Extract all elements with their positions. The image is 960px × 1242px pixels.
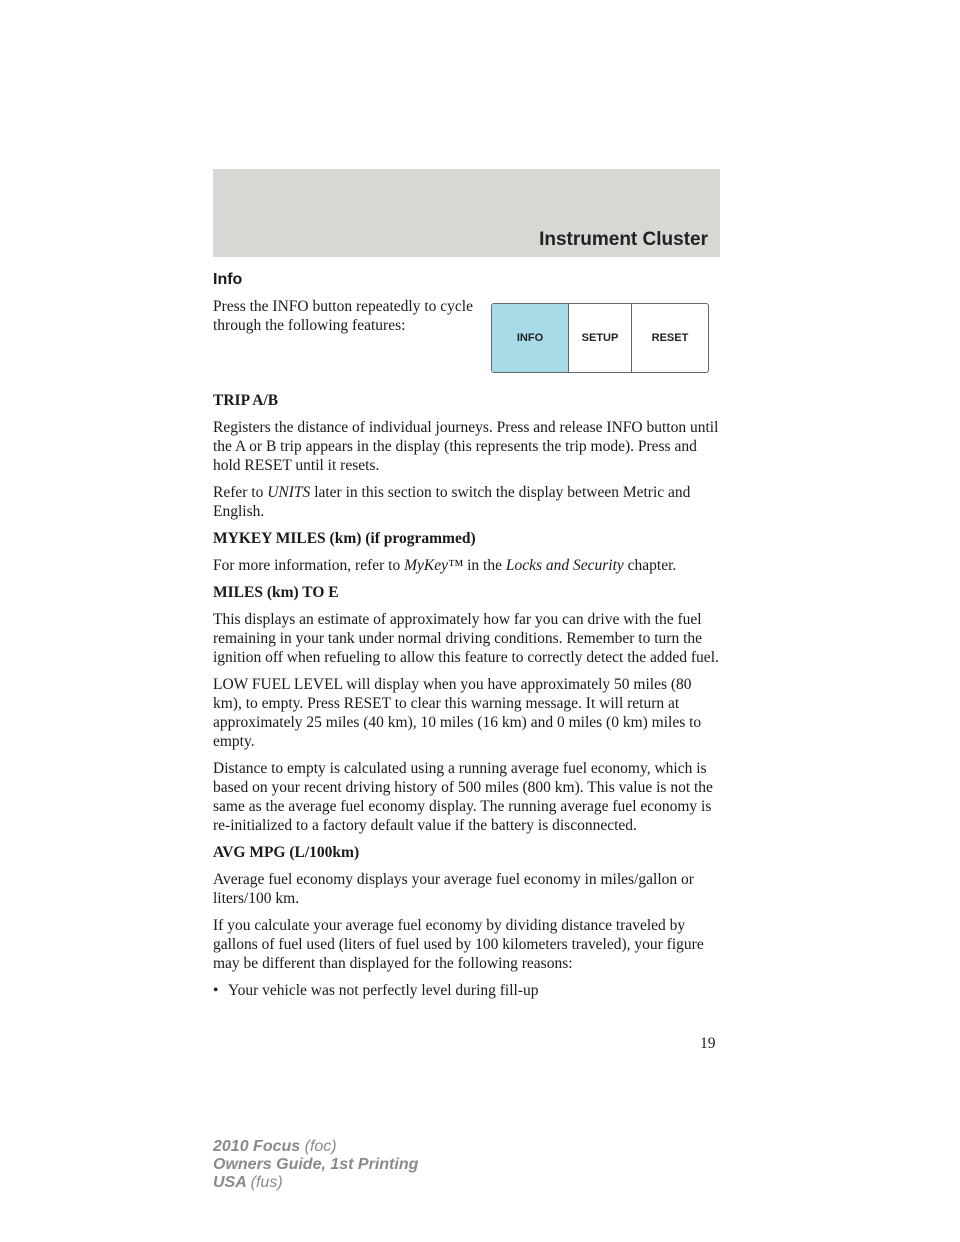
list-item <box>213 981 723 1000</box>
trip-heading: TRIP A/B <box>213 392 279 409</box>
footer-line-2: Owners Guide, 1st Printing <box>213 1156 419 1173</box>
avg-mpg-heading: AVG MPG (L/100km) <box>213 844 360 861</box>
avg-mpg-paragraph-1: Average fuel economy displays your average fuel economy in miles/gallon or liters/100 km. <box>213 871 694 907</box>
reset-button: RESET <box>651 332 689 344</box>
footer-line-3: USA (fus) <box>213 1174 283 1191</box>
trip-paragraph: Registers the distance of individual journeys. Press and release INFO button until the A or B trip appears in the display (this represents the trip mode). Press and hold RESET until it resets. <box>213 419 719 474</box>
miles-to-e-paragraph-1: This displays an estimate of approximately how far you can drive with the fuel remaining in your tank under normal driving conditions. Remember to turn the ignition off when refueling to allow this feature to correctly detect the added fuel. <box>213 611 719 666</box>
page-content <box>213 270 723 1000</box>
section-heading: Info <box>213 271 243 288</box>
bullet-text: Your vehicle was not perfectly level during fill-up <box>228 982 539 999</box>
miles-to-e-paragraph-3: Distance to empty is calculated using a running average fuel economy, which is based on your recent driving history of 500 miles (800 km). This value is not the same as the average fuel economy display. The running average fuel economy is re-initialized to a factory default value if the battery is disconnected. <box>213 760 713 834</box>
footer-line-1: 2010 Focus (foc) <box>213 1138 337 1155</box>
miles-to-e-heading: MILES (km) TO E <box>213 584 339 601</box>
intro-paragraph: Press the INFO button repeatedly to cycle through the following features: <box>213 298 473 334</box>
chapter-title: Instrument Cluster <box>539 229 708 250</box>
units-reference: Refer to UNITS later in this section to switch the display between Metric and English. <box>213 484 691 520</box>
info-button: INFO <box>492 304 569 372</box>
chapter-header <box>213 169 720 257</box>
mykey-heading: MYKEY MILES (km) (if programmed) <box>213 530 476 547</box>
print-footer <box>213 1138 418 1192</box>
avg-mpg-paragraph-2: If you calculate your average fuel economy by dividing distance traveled by gallons of fuel used (liters of fuel used by 100 kilometers traveled), your figure may be different than displayed for the following reasons: <box>213 917 704 972</box>
bullet-icon: • <box>213 982 219 999</box>
miles-to-e-paragraph-2: LOW FUEL LEVEL will display when you have approximately 50 miles (80 km), to empty. Press RESET to clear this warning message. It will return at approximately 25 miles (40 km), 10 miles (16 km) and 0 miles (0 km) miles to empty. <box>213 676 702 750</box>
page-number: 19 <box>700 1035 716 1052</box>
setup-button: SETUP <box>569 304 632 372</box>
mykey-paragraph: For more information, refer to MyKey™ in the Locks and Security chapter. <box>213 557 677 574</box>
